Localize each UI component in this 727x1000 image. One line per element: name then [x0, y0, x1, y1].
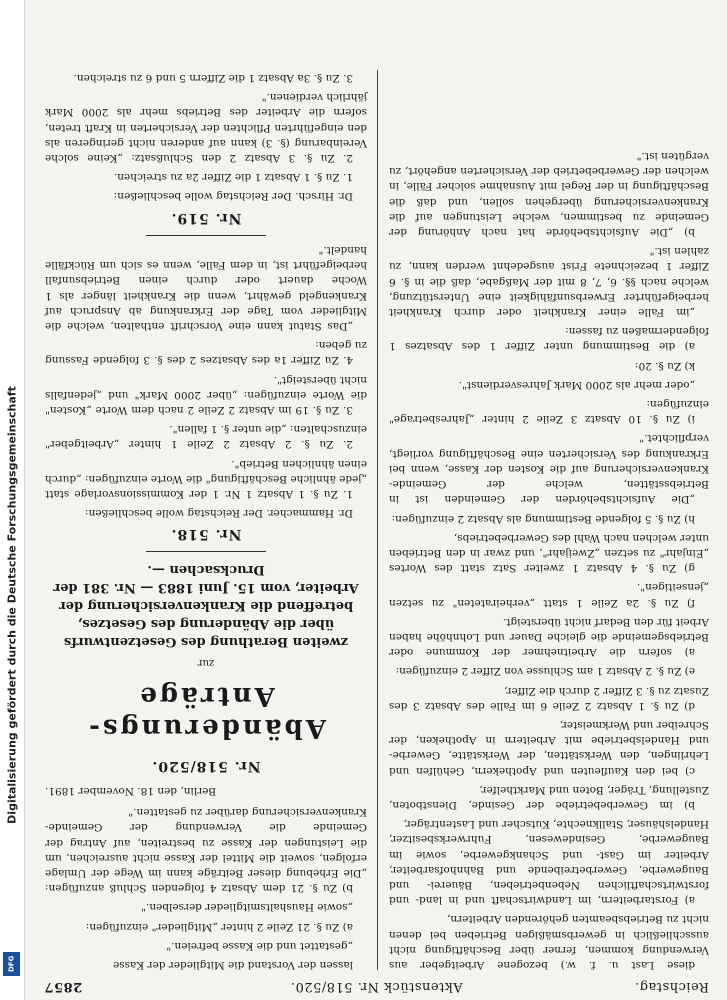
header-center: Aktenstück Nr. 518/520.: [290, 979, 463, 994]
paragraph: „Das Statut kann eine Vorschrift enthalten, welche die Mitglieder vom Tage der Erkrankung ab Anspruch auf Krankengeld gewährt, wenn die Krankheit länger als 1 Woche dauert oder durch einen Betriebsunfall herbeigeführt ist, in dem Falle, wenn es sich um Rückfälle handelt.": [45, 243, 367, 332]
paragraph: b) Zu §. 21 dem Absatz 4 folgenden Schluß anzufügen: „Die Erhebung dieser Beiträge kann im Wege der Umlage erfolgen, soweit die Mittel der Kasse nicht ausreichen, um die Leistungen der Kasse zu bestreiten, auf Antrag der Gemeinde die Verwendung der Gemeinde-Krankenversicherung darüber zu gestatten.": [45, 806, 367, 895]
page-content: [26, 0, 727, 1000]
paragraph: f) Zu §. 2a Zeile 1 statt „verheirateten" zu setzen „jenseitigen".: [389, 581, 709, 609]
paragraph: h) Zu §. 5 folgende Bestimmung als Absatz 2 einzufügen:: [391, 512, 695, 525]
paragraph: a) die Bestimmung unter Ziffer 1 des Absatzes 1 folgendermaßen zu fassen:: [389, 325, 709, 353]
paragraph: „oder mehr als 2000 Mark Jahresverdienst".: [458, 378, 695, 391]
funding-strip: [0, 0, 25, 1000]
paragraph: i) Zu §. 10 Absatz 3 Zeile 2 hinter „Jahresbetrage" einzufügen:: [389, 398, 709, 426]
paragraph: 1. Zu §. 1 Absatz 1 Nr. 1 der Kommissionsvorlage statt „jede ähnliche Beschäftigung" die Worte einzufügen: „durch einen ähnlichen Betrieb".: [45, 457, 367, 500]
paragraph: „gestattet und die Kasse befreien.": [166, 939, 353, 952]
running-header: [44, 974, 709, 994]
dateline: Berlin, den 18. November 1891.: [45, 784, 217, 797]
header-left: Reichstag.: [634, 979, 709, 994]
paragraph: 2. Zu §. 3 Absatz 2 den Schlußsatz: „Keine solche Vereinbarung (§. 3) kann auf anderen nicht geringeren als den eingeführten Pflichten der Versicherten in Kraft treten, sofern die Arbeiter des Betriebs mehr als 2000 Mark jährlich verdienen.": [45, 91, 367, 165]
paragraph: „Die Aufsichtsbehörden der Gemeinden ist in Betriebsstätten, welche der Gemeinde-Krankenversicherung auf die Kosten der Kasse, wenn bei Erkrankung des Versicherten eine Beschäftigung vorliegt, verpflichtet.": [389, 432, 709, 506]
motion-proposer: Dr. Hirsch. Der Reichstag wolle beschließen:: [113, 190, 353, 203]
motion-number: Nr. 519.: [170, 209, 242, 226]
paragraph: „sowie Haushaltsmitglieder derselben.": [141, 901, 353, 914]
paragraph: 4. Zu Ziffer 1a des Absatzes 2 des §. 3 folgende Fassung zu geben:: [45, 339, 367, 367]
paragraph: 1. Zu §. 1 Absatz 1 die Ziffer 2a zu streichen.: [113, 171, 353, 184]
document-number: Nr. 518/520.: [151, 757, 261, 774]
paragraph: a) Zu §. 21 Zeile 2 hinter „Mitglieder" einzufügen:: [85, 920, 353, 933]
paragraph: k) Zu §. 20:: [634, 359, 695, 372]
heading-connector: zur: [197, 656, 215, 668]
paragraph: 3. Zu §. 3a Absatz 1 die Ziffern 5 und 6 zu streichen.: [73, 72, 353, 85]
paragraph: d) Zu §. 1 Absatz 2 Zeile 6 im Falle des Absatz 3 des Zusatz zu §. 3 Ziffer 2 durch die Ziffer,: [389, 684, 709, 712]
separator-rule: [146, 235, 266, 236]
motion-proposer: Dr. Hammacher. Der Reichstag wolle beschließen:: [85, 507, 353, 520]
paragraph: 3. Zu §. 19 im Absatz 2 Zeile 2 nach dem Worte „Kosten" die Worte einzufügen: „über 2000 Mark" und „jedenfalls nicht übersteigt".: [45, 373, 367, 416]
paragraph: 2. Zu §. 2 Absatz 2 Zeile 1 hinter „Arbeitgeber" einzuschalten: „die unter §. 1 fallen".: [45, 423, 367, 451]
scanned-page: [26, 0, 727, 1000]
separator-rule: [146, 551, 266, 552]
right-column: [45, 70, 367, 972]
page-number: 2857: [44, 979, 83, 994]
paragraph: lassen der Vorstand die Mitglieder der Kasse: [113, 959, 353, 971]
paragraph: a) Forstarbeitern, im Landwirtschaft und in land- und forstwirtschaftlichen Nebenbetrieben, Bäuerei- und Baugewerbe, Gewerbetreibende und Bahnhofsarbeiter, Arbeiter im Gast- und Schankgewerbe, sowie im Baugewerbe, Gesindewesen, Fuhrwerksbesitzer, Handelshäuser, Stallknechte, Kutscher und Lastenträger,: [389, 818, 709, 907]
paragraph: a) sofern die Arbeitnehmer der Kommune oder Betriebsgemeinde die gleiche Dauer und Lohnhöhe haben Arbeit für den Bedarf nicht übersteigt.: [389, 615, 709, 659]
funding-notice: Digitalisierung gefördert durch die Deutsche Forschungsgemeinschaft: [5, 386, 19, 824]
paragraph: e) Zu §. 2 Absatz 1 am Schlusse von Ziffer 2 einzufügen:: [395, 665, 695, 678]
column-divider: [377, 70, 378, 970]
paragraph: b) im Gewerbebetriebe der Gesinde, Dienstboten, Zustellung, Träger, Boten und Markthelfer,: [389, 783, 709, 811]
paragraph: c) bei den Kaufleuten und Apothekern, Gehülfen und Lehrlingen, den Werkstätten, der Werkstätte, Gewerbe- und Handelsbetriebe mit Arbeitern in Apotheken, der Schreiber und Werkmeister,: [389, 718, 709, 777]
section-heading: Abänderungs-Anträge: [86, 680, 326, 743]
left-column: [389, 70, 709, 972]
section-subtitle: zweiten Berathung des Gesetzentwurfs über die Abänderung des Gesetzes, betreffend die Krankenversicherung der Arbeiter, vom 15. Juni 1883 — Nr. 381 der Drucksachen —.: [53, 562, 359, 650]
paragraph: g) Zu §. 4 Absatz 1 zweiter Satz statt des Wortes „Einjahr" zu setzen „Zweijahr", und zwar in den Betrieben unter welchen nach Wahl des Gewerbebetriebs,: [389, 531, 709, 575]
motion-number: Nr. 518.: [170, 526, 242, 543]
dfg-logo: DFG: [3, 952, 20, 976]
paragraph: b) „Die Aufsichtsbehörde hat nach Anhörung der Gemeinde zu bestimmen, welche Leistungen auf die Krankenversicherung übergehen sollen, und daß die Beschäftigung in der Regel mit Ausnahme solcher Fälle, in welchen der Gewerbebetrieb der Versicherten angehört, zu vergüten ist.": [389, 150, 709, 239]
paragraph: diese Last u. f. w.) bezogene Arbeitgeber aus Verwendung kommen, ferner über Beschäftigung nicht ausschließlich in gewerbsmäßigen Betrieben bei denen nicht zu Betriebsbeamten gehörenden Arbeitern,: [389, 913, 709, 971]
paragraph: „im Falle einer Krankheit oder durch Krankheit herbeigeführter Erwerbsunfähigkeit eine Unterstützung, welche nach §§. 6, 7, 8 mit der Maßgabe, daß die in §. 6 Ziffer 1 bezeichnete Frist ausgedehnt werden kann, zu zahlen ist.": [389, 245, 709, 319]
